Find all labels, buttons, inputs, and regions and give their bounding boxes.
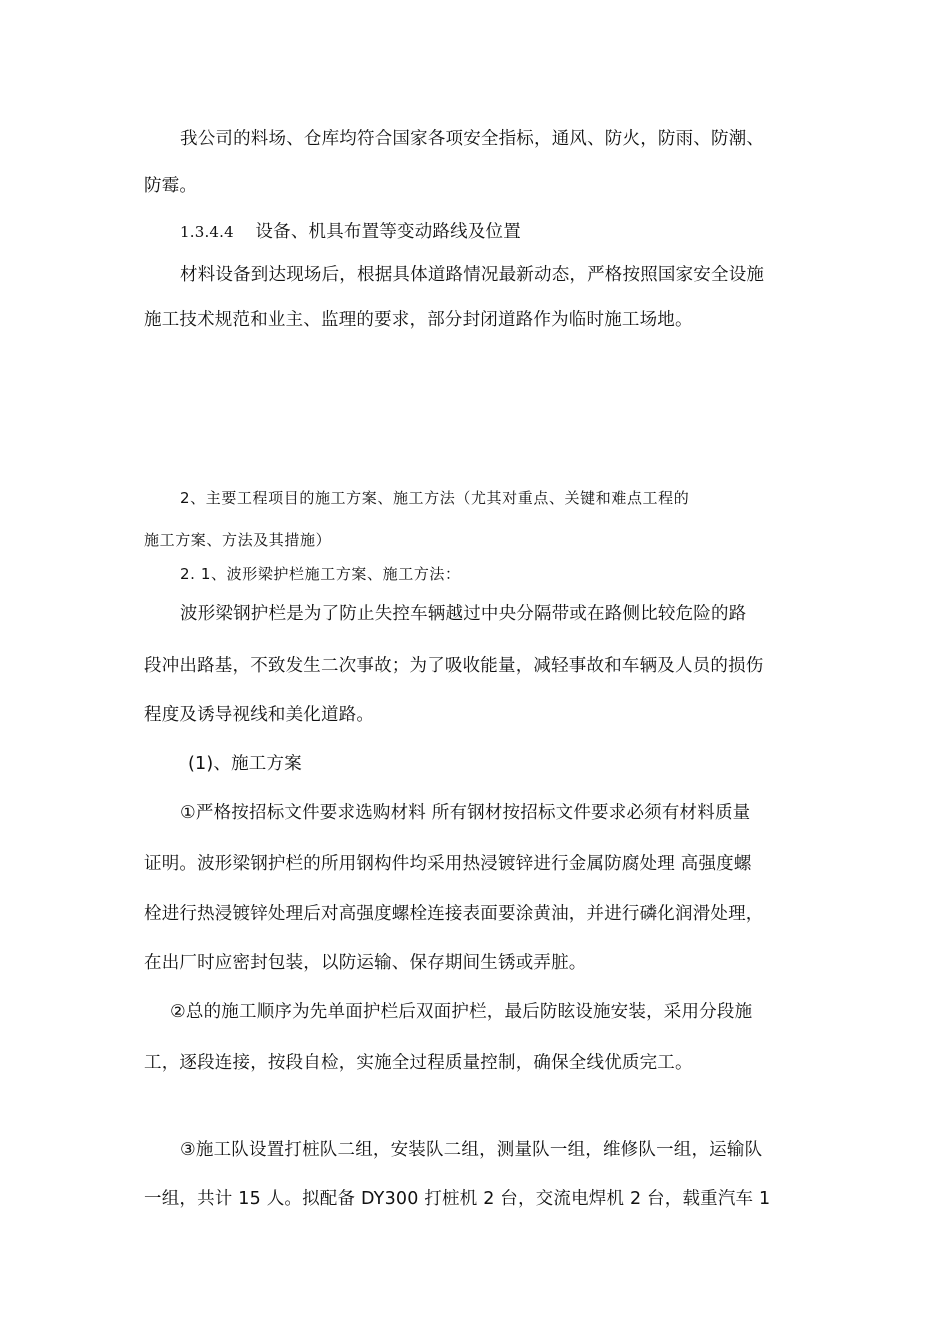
paragraph-line: 材料设备到达现场后，根据具体道路情况最新动态，严格按照国家安全设施 (180, 265, 765, 285)
subsection-heading: (1)、施工方案 (188, 754, 302, 774)
section-heading-1-3-4-4 (180, 220, 521, 244)
section-title: 设备、机具布置等变动路线及位置 (255, 222, 521, 242)
section-heading-2-1: 2. 1、波形梁护栏施工方案、施工方法： (180, 565, 461, 583)
section-number: 1.3.4.4 (180, 223, 234, 241)
paragraph-line: ①严格按招标文件要求选购材料 所有钢材按招标文件要求必须有材料质量 (180, 803, 751, 823)
paragraph-line: ②总的施工顺序为先单面护栏后双面护栏，最后防眩设施安装，采用分段施 (170, 1002, 753, 1022)
paragraph-line: 波形梁钢护栏是为了防止失控车辆越过中央分隔带或在路侧比较危险的路 (180, 604, 747, 624)
paragraph-line: 我公司的料场、仓库均符合国家各项安全指标，通风、防火，防雨、防潮、 (180, 129, 765, 149)
paragraph-line: 在出厂时应密封包装，以防运输、保存期间生锈或弄脏。 (144, 953, 587, 973)
paragraph-line: 程度及诱导视线和美化道路。 (144, 705, 375, 725)
paragraph-line: 工，逐段连接，按段自检，实施全过程质量控制，确保全线优质完工。 (144, 1053, 693, 1073)
section-heading-2: 2、主要工程项目的施工方案、施工方法（尤其对重点、关键和难点工程的 (180, 489, 690, 507)
paragraph-line: 栓进行热浸镀锌处理后对高强度螺栓连接表面要涂黄油，并进行磷化润滑处理， (144, 904, 764, 924)
paragraph-line: 证明。波形梁钢护栏的所用钢构件均采用热浸镀锌进行金属防腐处理 高强度螺 (144, 854, 752, 874)
paragraph-line: 段冲出路基，不致发生二次事故；为了吸收能量，减轻事故和车辆及人员的损伤 (144, 656, 764, 676)
paragraph-line: 一组，共计 15 人。拟配备 DY300 打桩机 2 台，交流电焊机 2 台，载重汽车 1 (144, 1189, 771, 1209)
paragraph-line: ③施工队设置打桩队二组，安装队二组，测量队一组，维修队一组，运输队 (180, 1140, 763, 1160)
paragraph-line: 防霉。 (144, 176, 198, 196)
paragraph-line: 施工技术规范和业主、监理的要求，部分封闭道路作为临时施工场地。 (144, 310, 693, 330)
section-heading-2-cont: 施工方案、方法及其措施） (144, 531, 332, 549)
